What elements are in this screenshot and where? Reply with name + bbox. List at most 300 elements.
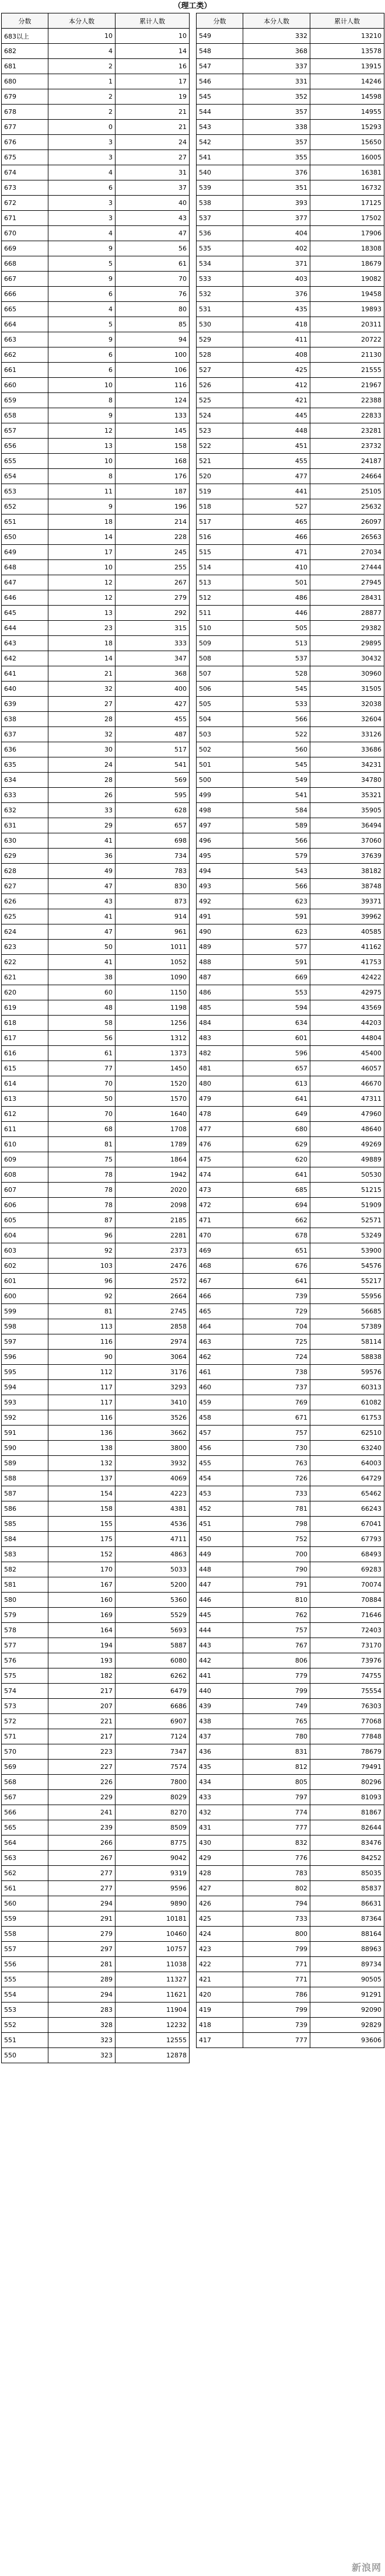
cell-count: 543 [243,864,310,879]
cell-count: 27 [48,697,116,712]
cell-count: 3 [48,196,116,211]
cell-count: 96 [48,1274,116,1289]
table-row [197,803,384,818]
cell-score: 477 [197,1122,243,1137]
table-row [2,1107,190,1122]
cell-score: 511 [197,606,243,621]
table-row [197,211,384,226]
cell-score: 421 [197,1972,243,1987]
cell-cumulative: 35321 [310,788,384,803]
cell-cumulative: 133 [116,408,190,423]
table-row [197,2018,384,2033]
cell-count: 6 [48,180,116,196]
cell-cumulative: 487 [116,727,190,742]
cell-count: 6 [48,363,116,378]
cell-count: 117 [48,1395,116,1410]
cell-score: 639 [2,697,48,712]
table-row [2,1562,190,1577]
table-row [2,135,190,150]
table-row [197,1714,384,1729]
table-row [197,1198,384,1213]
table-row [197,1851,384,1866]
cell-score: 509 [197,636,243,651]
table-row [197,74,384,89]
cell-cumulative: 6262 [116,1668,190,1684]
header-cumulative: 累计人数 [116,13,190,29]
cell-cumulative: 60313 [310,1380,384,1395]
table-row [2,256,190,272]
cell-score: 574 [2,1684,48,1699]
table-row [2,423,190,439]
cell-score: 541 [197,150,243,165]
cell-count: 241 [48,1805,116,1820]
cell-count: 589 [243,818,310,833]
cell-cumulative: 961 [116,924,190,940]
header-cumulative: 累计人数 [310,13,384,29]
table-row [197,788,384,803]
cell-score: 517 [197,514,243,530]
cell-cumulative: 2858 [116,1319,190,1334]
table-row [197,1000,384,1016]
table-row [2,651,190,666]
cell-count: 371 [243,256,310,272]
cell-count: 730 [243,1441,310,1456]
table-row [197,1365,384,1380]
cell-count: 771 [243,1957,310,1972]
table-row [197,1638,384,1653]
cell-score: 516 [197,530,243,545]
cell-cumulative: 13210 [310,29,384,44]
cell-score: 669 [2,241,48,256]
cell-score: 531 [197,302,243,317]
cell-score: 469 [197,1243,243,1259]
cell-count: 533 [243,697,310,712]
cell-score: 497 [197,818,243,833]
cell-count: 779 [243,1668,310,1684]
cell-score: 591 [2,1426,48,1441]
cell-count: 545 [243,757,310,773]
cell-count: 13 [48,606,116,621]
cell-count: 777 [243,2033,310,2048]
cell-cumulative: 39371 [310,894,384,909]
cell-count: 799 [243,1942,310,1957]
cell-score: 645 [2,606,48,621]
cell-count: 160 [48,1593,116,1608]
cell-cumulative: 18679 [310,256,384,272]
cell-cumulative: 10460 [116,1927,190,1942]
table-row [2,1243,190,1259]
cell-score: 504 [197,712,243,727]
table-row [2,1213,190,1228]
table-row [2,1137,190,1152]
table-row [197,287,384,302]
cell-score: 467 [197,1274,243,1289]
table-row [2,332,190,347]
cell-score: 653 [2,484,48,499]
table-row [197,393,384,408]
cell-score: 550 [2,2048,48,2063]
cell-cumulative: 2974 [116,1334,190,1350]
cell-cumulative: 10181 [116,1911,190,1927]
table-row [197,29,384,44]
table-row [2,788,190,803]
cell-score: 472 [197,1198,243,1213]
table-row [197,2003,384,2018]
cell-count: 169 [48,1608,116,1623]
cell-count: 513 [243,636,310,651]
cell-count: 446 [243,606,310,621]
cell-cumulative: 21130 [310,347,384,363]
table-row [197,894,384,909]
table-row [2,1167,190,1183]
table-row [197,1243,384,1259]
table-row [197,1623,384,1638]
cell-count: 560 [243,742,310,757]
cell-count: 2 [48,59,116,74]
cell-score: 429 [197,1851,243,1866]
cell-score: 585 [2,1517,48,1532]
table-row [197,1668,384,1684]
cell-score: 518 [197,499,243,514]
cell-cumulative: 6686 [116,1699,190,1714]
cell-score: 475 [197,1152,243,1167]
table-row [197,621,384,636]
cell-score: 662 [2,347,48,363]
cell-cumulative: 9596 [116,1881,190,1896]
cell-cumulative: 67793 [310,1532,384,1547]
cell-cumulative: 80 [116,302,190,317]
table-row [197,1835,384,1851]
table-row [2,1016,190,1031]
cell-score: 673 [2,180,48,196]
table-row [2,226,190,241]
cell-count: 138 [48,1441,116,1456]
cell-score: 461 [197,1365,243,1380]
cell-count: 601 [243,1031,310,1046]
cell-score: 529 [197,332,243,347]
cell-cumulative: 24 [116,135,190,150]
table-row [197,256,384,272]
cell-cumulative: 9319 [116,1866,190,1881]
table-row [2,712,190,727]
cell-score: 493 [197,879,243,894]
cell-score: 464 [197,1319,243,1334]
cell-cumulative: 93606 [310,2033,384,2048]
cell-score: 667 [2,272,48,287]
table-row [2,1486,190,1501]
table-row [197,1942,384,1957]
cell-cumulative: 46057 [310,1061,384,1076]
cell-score: 514 [197,560,243,575]
table-row [2,940,190,955]
cell-score: 520 [197,469,243,484]
cell-score: 425 [197,1911,243,1927]
cell-score: 551 [2,2033,48,2048]
cell-count: 70 [48,1107,116,1122]
cell-cumulative: 77068 [310,1714,384,1729]
table-row [197,1031,384,1046]
table-row [197,150,384,165]
cell-count: 4 [48,44,116,59]
cell-count: 641 [243,1274,310,1289]
cell-score: 507 [197,666,243,682]
cell-count: 277 [48,1881,116,1896]
cell-count: 596 [243,1046,310,1061]
cell-cumulative: 245 [116,545,190,560]
cell-count: 404 [243,226,310,241]
cell-score: 422 [197,1957,243,1972]
cell-count: 724 [243,1350,310,1365]
cell-cumulative: 4711 [116,1532,190,1547]
table-row [2,1668,190,1684]
table-row [2,1319,190,1334]
cell-score: 451 [197,1517,243,1532]
cell-score: 452 [197,1501,243,1517]
table-row [2,1122,190,1137]
cell-cumulative: 6907 [116,1714,190,1729]
table-row [197,1775,384,1790]
cell-count: 739 [243,1289,310,1304]
cell-score: 589 [2,1456,48,1471]
table-row [197,530,384,545]
cell-count: 81 [48,1304,116,1319]
cell-cumulative: 1090 [116,970,190,985]
table-row [2,1456,190,1471]
cell-cumulative: 42975 [310,985,384,1000]
cell-score: 428 [197,1866,243,1881]
cell-cumulative: 54576 [310,1259,384,1274]
cell-cumulative: 85837 [310,1881,384,1896]
cell-count: 501 [243,575,310,590]
cell-score: 569 [2,1760,48,1775]
cell-score: 622 [2,955,48,970]
cell-count: 175 [48,1532,116,1547]
cell-count: 5 [48,317,116,332]
cell-score: 596 [2,1350,48,1365]
table-row [197,1699,384,1714]
cell-score: 536 [197,226,243,241]
cell-cumulative: 698 [116,833,190,849]
table-row [197,514,384,530]
cell-cumulative: 124 [116,393,190,408]
cell-cumulative: 20311 [310,317,384,332]
cell-score: 620 [2,985,48,1000]
cell-cumulative: 595 [116,788,190,803]
cell-count: 193 [48,1653,116,1668]
cell-count: 50 [48,940,116,955]
cell-score: 470 [197,1228,243,1243]
cell-cumulative: 64003 [310,1456,384,1471]
table-row [2,1289,190,1304]
cell-count: 441 [243,484,310,499]
table-row [2,697,190,712]
cell-count: 541 [243,788,310,803]
cell-count: 810 [243,1593,310,1608]
table-row [197,1866,384,1881]
cell-cumulative: 873 [116,894,190,909]
cell-cumulative: 541 [116,757,190,773]
cell-count: 737 [243,1380,310,1395]
cell-score: 438 [197,1714,243,1729]
cell-count: 41 [48,909,116,924]
table-row [2,211,190,226]
table-row [197,1122,384,1137]
cell-count: 221 [48,1714,116,1729]
cell-score: 463 [197,1334,243,1350]
cell-score: 635 [2,757,48,773]
cell-cumulative: 47960 [310,1107,384,1122]
table-row [197,2033,384,2048]
cell-cumulative: 255 [116,560,190,575]
cell-cumulative: 30960 [310,666,384,682]
cell-count: 799 [243,1684,310,1699]
table-row [197,682,384,697]
cell-score: 564 [2,1835,48,1851]
table-row [2,1365,190,1380]
cell-cumulative: 28431 [310,590,384,606]
table-row [2,165,190,180]
cell-score: 540 [197,165,243,180]
cell-count: 757 [243,1623,310,1638]
cell-score: 419 [197,2003,243,2018]
cell-cumulative: 11621 [116,1987,190,2003]
cell-cumulative: 52571 [310,1213,384,1228]
cell-cumulative: 16005 [310,150,384,165]
cell-cumulative: 89734 [310,1957,384,1972]
cell-score: 532 [197,287,243,302]
table-row [2,1866,190,1881]
cell-count: 78 [48,1183,116,1198]
cell-cumulative: 1198 [116,1000,190,1016]
cell-score: 619 [2,1000,48,1016]
cell-score: 624 [2,924,48,940]
cell-count: 41 [48,955,116,970]
cell-score: 512 [197,590,243,606]
cell-count: 223 [48,1744,116,1760]
cell-count: 328 [48,2018,116,2033]
cell-cumulative: 73170 [310,1638,384,1653]
cell-cumulative: 76 [116,287,190,302]
cell-score: 658 [2,408,48,423]
cell-count: 283 [48,2003,116,2018]
table-row [2,894,190,909]
table-row [197,1016,384,1031]
cell-cumulative: 292 [116,606,190,621]
cell-count: 553 [243,985,310,1000]
table-row [2,150,190,165]
cell-count: 623 [243,924,310,940]
cell-count: 9 [48,272,116,287]
cell-score: 466 [197,1289,243,1304]
table-row [2,1350,190,1365]
cell-count: 167 [48,1577,116,1593]
table-row [197,818,384,833]
cell-cumulative: 10 [116,29,190,44]
cell-count: 6 [48,347,116,363]
cell-score: 670 [2,226,48,241]
cell-count: 117 [48,1380,116,1395]
cell-score: 456 [197,1441,243,1456]
cell-cumulative: 2281 [116,1228,190,1243]
cell-score: 584 [2,1532,48,1547]
table-row [197,1259,384,1274]
cell-cumulative: 64729 [310,1471,384,1486]
cell-score: 604 [2,1228,48,1243]
cell-count: 577 [243,940,310,955]
cell-score: 626 [2,894,48,909]
table-row [197,1957,384,1972]
cell-cumulative: 267 [116,575,190,590]
cell-cumulative: 455 [116,712,190,727]
table-row [197,1152,384,1167]
cell-score: 654 [2,469,48,484]
cell-score: 446 [197,1593,243,1608]
cell-score: 494 [197,864,243,879]
table-row [197,666,384,682]
cell-cumulative: 5693 [116,1623,190,1638]
cell-cumulative: 3932 [116,1456,190,1471]
cell-cumulative: 517 [116,742,190,757]
cell-cumulative: 10757 [116,1942,190,1957]
cell-count: 279 [48,1927,116,1942]
table-row [197,1896,384,1911]
cell-cumulative: 2020 [116,1183,190,1198]
cell-score: 618 [2,1016,48,1031]
cell-count: 78 [48,1198,116,1213]
table-row [197,1061,384,1076]
cell-cumulative: 1011 [116,940,190,955]
cell-count: 620 [243,1152,310,1167]
cell-count: 376 [243,165,310,180]
cell-cumulative: 63240 [310,1441,384,1456]
table-row [197,849,384,864]
cell-score: 612 [2,1107,48,1122]
cell-score: 440 [197,1684,243,1699]
table-row [2,1699,190,1714]
cell-score: 505 [197,697,243,712]
cell-score: 458 [197,1410,243,1426]
cell-cumulative: 79491 [310,1760,384,1775]
cell-count: 408 [243,347,310,363]
cell-cumulative: 38182 [310,864,384,879]
table-row [197,1911,384,1927]
cell-score: 650 [2,530,48,545]
table-row [2,757,190,773]
table-row [2,1744,190,1760]
cell-count: 549 [243,773,310,788]
cell-score: 593 [2,1395,48,1410]
cell-cumulative: 26563 [310,530,384,545]
cell-count: 3 [48,135,116,150]
cell-cumulative: 16381 [310,165,384,180]
cell-cumulative: 61 [116,256,190,272]
cell-cumulative: 21967 [310,378,384,393]
cell-cumulative: 76303 [310,1699,384,1714]
cell-cumulative: 88164 [310,1927,384,1942]
cell-cumulative: 41162 [310,940,384,955]
cell-score: 525 [197,393,243,408]
cell-score: 548 [197,44,243,59]
cell-cumulative: 45400 [310,1046,384,1061]
cell-count: 579 [243,849,310,864]
cell-count: 641 [243,1167,310,1183]
cell-score: 544 [197,105,243,120]
cell-score: 617 [2,1031,48,1046]
cell-cumulative: 9890 [116,1896,190,1911]
cell-count: 780 [243,1729,310,1744]
cell-cumulative: 24187 [310,454,384,469]
cell-cumulative: 87364 [310,1911,384,1927]
